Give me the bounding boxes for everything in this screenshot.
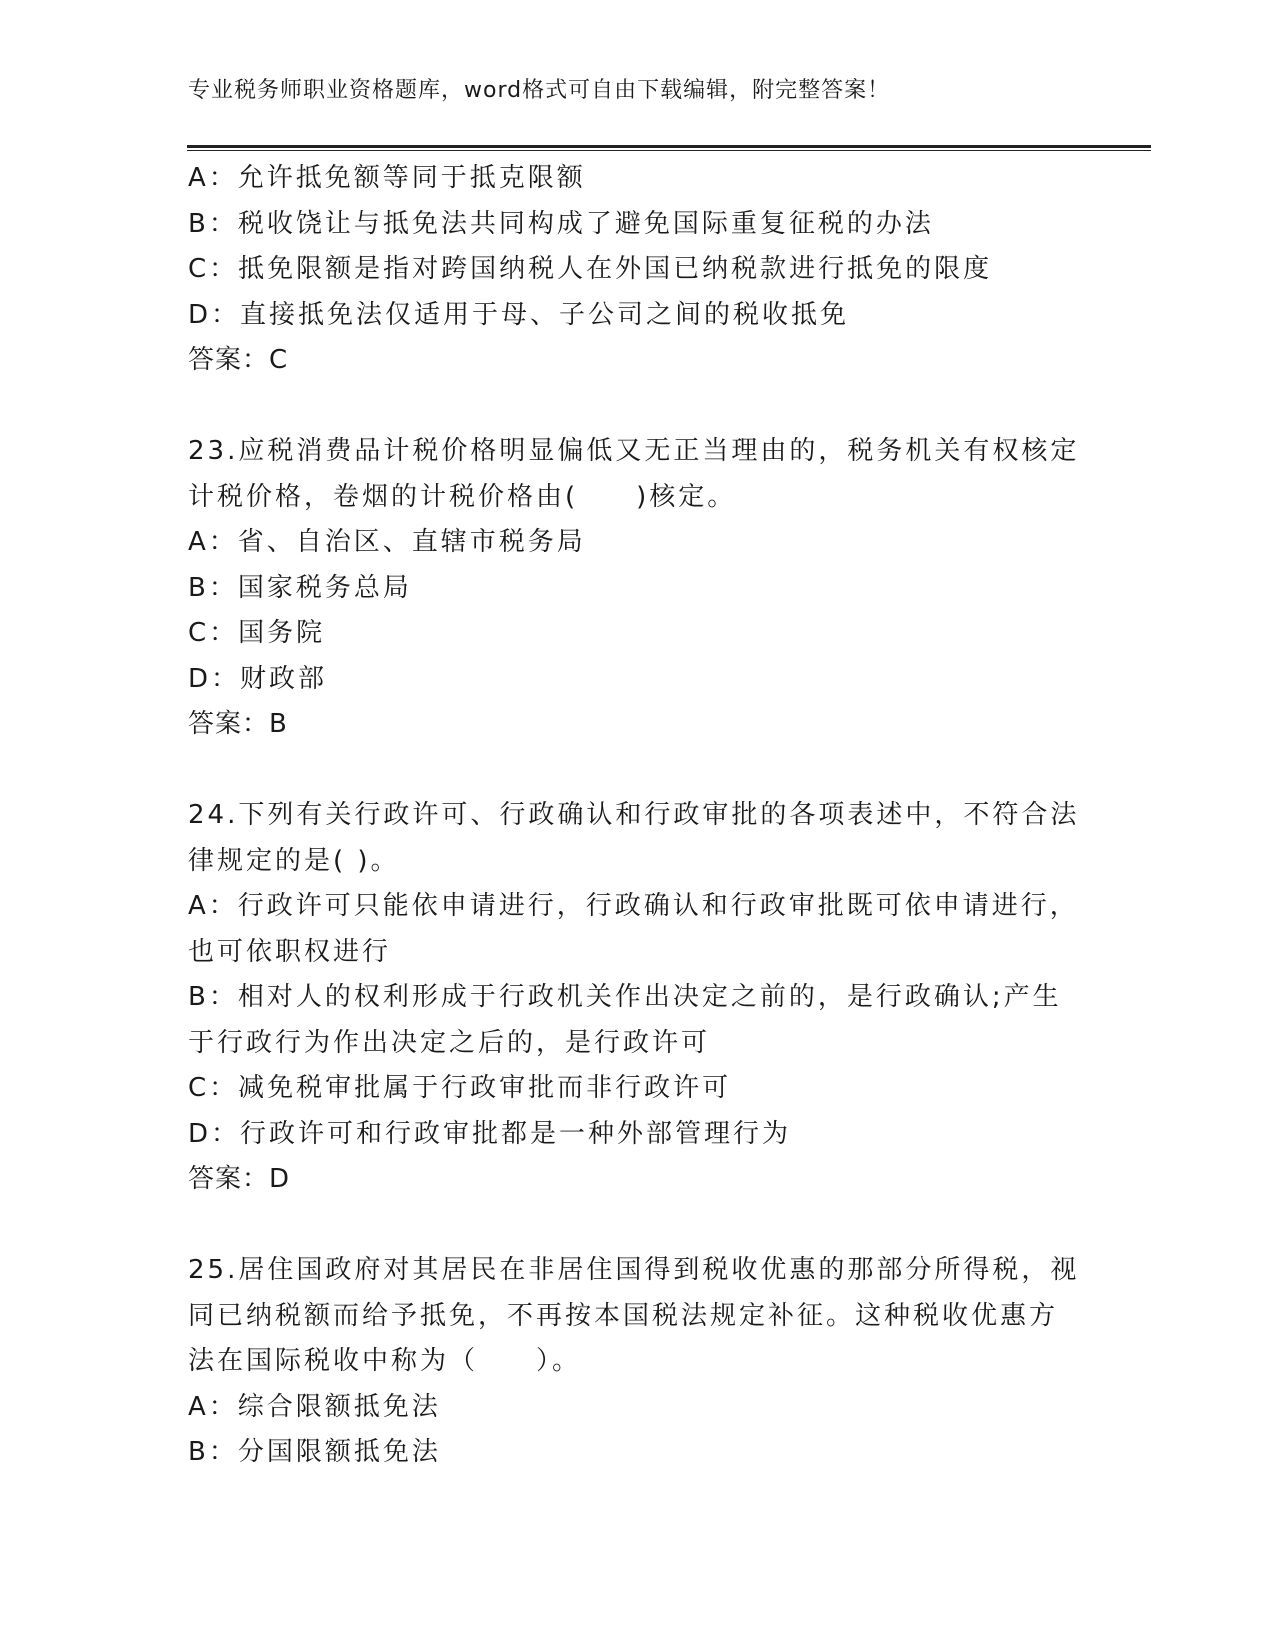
question-block-25 [188,1248,1088,1476]
question-text: 23.应税消费品计税价格明显偏低又无正当理由的，税务机关有权核定 [188,436,1080,466]
question-text: 25.居住国政府对其居民在非居住国得到税收优惠的那部分所得税，视 [188,1255,1080,1285]
option-d: D：行政许可和行政审批都是一种外部管理行为 [188,1118,792,1149]
answer-line: 答案：C [188,345,289,375]
option-a: A：综合限额抵免法 [188,1391,441,1422]
question-text: 计税价格，卷烟的计税价格由( )核定。 [188,481,737,512]
option-a: A：行政许可只能依申请进行，行政确认和行政审批既可依申请进行， [188,891,1079,921]
option-b-continued: 于行政行为作出决定之后的，是行政许可 [188,1027,711,1058]
option-b: B：国家税务总局 [188,572,412,603]
option-c: C：减免税审批属于行政审批而非行政许可 [188,1073,732,1103]
option-c: C：抵免限额是指对跨国纳税人在外国已纳税款进行抵免的限度 [188,254,993,284]
option-d: D：直接抵免法仅适用于母、子公司之间的税收抵免 [188,299,850,330]
option-a: A：省、自治区、直辖市税务局 [188,527,586,557]
question-block-23 [188,429,1088,748]
question-text: 律规定的是( )。 [188,845,400,876]
question-block-24 [188,793,1088,1203]
option-a: A：允许抵免额等同于抵克限额 [188,163,586,193]
answer-line: 答案：B [188,709,288,739]
question-block-22 [188,156,1088,384]
option-b: B：相对人的权利形成于行政机关作出决定之前的，是行政确认;产生 [188,982,1062,1012]
question-content [188,156,1088,1476]
block-spacer [188,384,1088,430]
answer-line: 答案：D [188,1164,291,1194]
option-b: B：税收饶让与抵免法共同构成了避免国际重复征税的办法 [188,208,934,239]
option-d: D：财政部 [188,663,328,694]
question-text: 法在国际税收中称为（ ）。 [188,1346,582,1376]
option-a-continued: 也可依职权进行 [188,936,392,967]
header-rule [187,145,1151,151]
question-text: 同已纳税额而给予抵免，不再按本国税法规定补征。这种税收优惠方 [188,1300,1059,1331]
block-spacer [188,1203,1088,1249]
page-header: 专业税务师职业资格题库，word格式可自由下载编辑，附完整答案！ [188,78,891,103]
option-c: C：国务院 [188,618,326,648]
question-text: 24.下列有关行政许可、行政确认和行政审批的各项表述中，不符合法 [188,800,1080,830]
option-b: B：分国限额抵免法 [188,1437,441,1467]
block-spacer [188,748,1088,794]
